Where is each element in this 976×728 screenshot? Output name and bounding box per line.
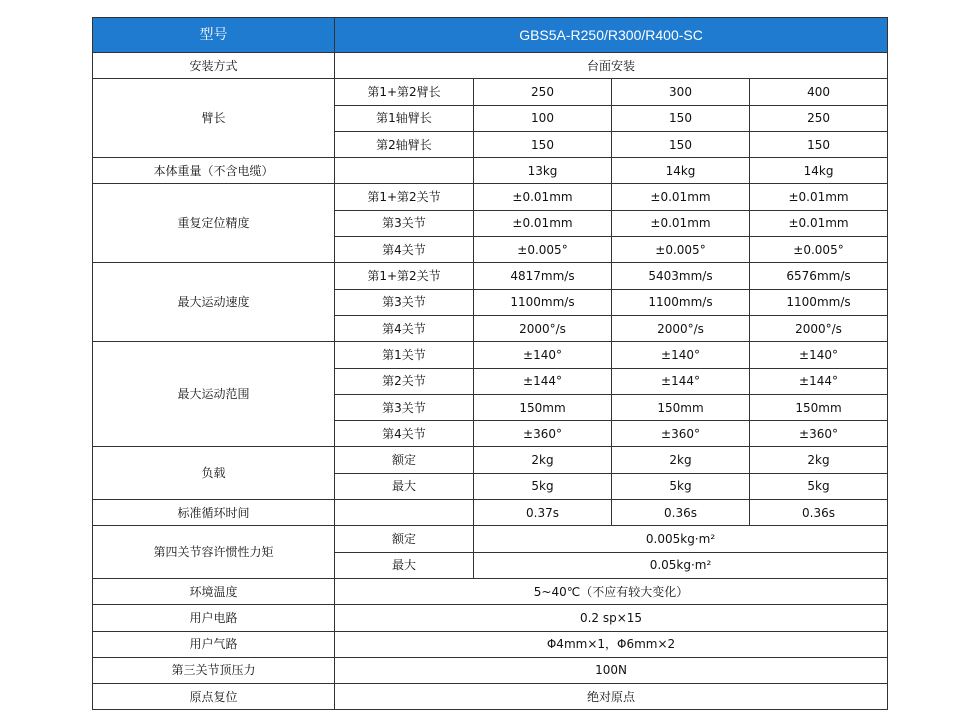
row-label: 用户电路 bbox=[93, 605, 335, 631]
row-label: 本体重量（不含电缆） bbox=[93, 158, 335, 184]
cell-value: 1100mm/s bbox=[750, 289, 888, 315]
sub-label: 额定 bbox=[335, 447, 474, 473]
spec-table bbox=[92, 17, 888, 710]
row-label: 第四关节容许惯性力矩 bbox=[93, 526, 335, 579]
cell-value: 0.37s bbox=[474, 500, 612, 526]
cell-value: 5kg bbox=[750, 473, 888, 499]
sub-label: 第1轴臂长 bbox=[335, 105, 474, 131]
sub-label: 最大 bbox=[335, 473, 474, 499]
empty-cell bbox=[335, 500, 474, 526]
inertia-row bbox=[93, 526, 888, 552]
sub-label: 第2轴臂长 bbox=[335, 131, 474, 157]
cell-value: ±0.01mm bbox=[750, 210, 888, 236]
cell-value: 2000°/s bbox=[612, 315, 750, 341]
cell-value: ±0.01mm bbox=[612, 210, 750, 236]
cell-value: 0.005kg·m² bbox=[474, 526, 888, 552]
cell-value: Φ4mm×1，Φ6mm×2 bbox=[335, 631, 888, 657]
cell-value: 5kg bbox=[474, 473, 612, 499]
cell-value: 150mm bbox=[612, 394, 750, 420]
cell-value: ±360° bbox=[474, 421, 612, 447]
sub-label: 第4关节 bbox=[335, 315, 474, 341]
sub-label: 额定 bbox=[335, 526, 474, 552]
cell-value: 100 bbox=[474, 105, 612, 131]
sub-label: 第4关节 bbox=[335, 421, 474, 447]
sub-label: 第3关节 bbox=[335, 289, 474, 315]
cell-value: 1100mm/s bbox=[612, 289, 750, 315]
empty-cell bbox=[335, 158, 474, 184]
cell-value: 0.36s bbox=[750, 500, 888, 526]
cell-value: 2kg bbox=[750, 447, 888, 473]
cell-value: 150 bbox=[474, 131, 612, 157]
speed-row bbox=[93, 263, 888, 289]
row-label: 第三关节顶压力 bbox=[93, 657, 335, 683]
cell-value: ±0.01mm bbox=[612, 184, 750, 210]
sub-label: 第2关节 bbox=[335, 368, 474, 394]
cell-value: 绝对原点 bbox=[335, 684, 888, 710]
row-label: 臂长 bbox=[93, 79, 335, 158]
cell-value: 250 bbox=[750, 105, 888, 131]
repeat-row bbox=[93, 184, 888, 210]
cell-value: 0.36s bbox=[612, 500, 750, 526]
row-label: 最大运动速度 bbox=[93, 263, 335, 342]
cell-value: 5kg bbox=[612, 473, 750, 499]
sub-label: 第3关节 bbox=[335, 210, 474, 236]
cell-value: 台面安装 bbox=[335, 53, 888, 79]
row-label: 安装方式 bbox=[93, 53, 335, 79]
sub-label: 第3关节 bbox=[335, 394, 474, 420]
row-label: 负载 bbox=[93, 447, 335, 500]
cell-value: 5~40℃（不应有较大变化） bbox=[335, 578, 888, 604]
cell-value: ±0.01mm bbox=[474, 210, 612, 236]
cell-value: 0.05kg·m² bbox=[474, 552, 888, 578]
cell-value: 150 bbox=[750, 131, 888, 157]
cell-value: ±140° bbox=[750, 342, 888, 368]
air-row bbox=[93, 631, 888, 657]
row-label: 原点复位 bbox=[93, 684, 335, 710]
cell-value: ±0.005° bbox=[612, 237, 750, 263]
sub-label: 最大 bbox=[335, 552, 474, 578]
temperature-row bbox=[93, 578, 888, 604]
cell-value: ±140° bbox=[474, 342, 612, 368]
row-label: 最大运动范围 bbox=[93, 342, 335, 447]
cell-value: ±0.01mm bbox=[750, 184, 888, 210]
sub-label: 第1关节 bbox=[335, 342, 474, 368]
cell-value: 2kg bbox=[474, 447, 612, 473]
range-row bbox=[93, 342, 888, 368]
cell-value: ±144° bbox=[750, 368, 888, 394]
cell-value: ±0.005° bbox=[750, 237, 888, 263]
cell-value: 150mm bbox=[474, 394, 612, 420]
cell-value: 400 bbox=[750, 79, 888, 105]
install-row bbox=[93, 53, 888, 79]
cell-value: 0.2 sp×15 bbox=[335, 605, 888, 631]
row-label: 重复定位精度 bbox=[93, 184, 335, 263]
cell-value: 150 bbox=[612, 131, 750, 157]
cell-value: 2kg bbox=[612, 447, 750, 473]
cell-value: 2000°/s bbox=[750, 315, 888, 341]
cell-value: ±0.01mm bbox=[474, 184, 612, 210]
load-row bbox=[93, 447, 888, 473]
cell-value: 13kg bbox=[474, 158, 612, 184]
cell-value: ±360° bbox=[612, 421, 750, 447]
model-label: 型号 bbox=[93, 18, 335, 53]
cell-value: 6576mm/s bbox=[750, 263, 888, 289]
cycle-row bbox=[93, 500, 888, 526]
cell-value: 14kg bbox=[612, 158, 750, 184]
arm-row bbox=[93, 79, 888, 105]
sub-label: 第4关节 bbox=[335, 237, 474, 263]
sub-label: 第1+第2关节 bbox=[335, 184, 474, 210]
cell-value: 100N bbox=[335, 657, 888, 683]
cell-value: ±144° bbox=[474, 368, 612, 394]
cell-value: 5403mm/s bbox=[612, 263, 750, 289]
cell-value: 150mm bbox=[750, 394, 888, 420]
row-label: 标准循环时间 bbox=[93, 500, 335, 526]
cell-value: 300 bbox=[612, 79, 750, 105]
cell-value: 4817mm/s bbox=[474, 263, 612, 289]
weight-row bbox=[93, 158, 888, 184]
row-label: 用户气路 bbox=[93, 631, 335, 657]
electric-row bbox=[93, 605, 888, 631]
cell-value: ±144° bbox=[612, 368, 750, 394]
force-row bbox=[93, 657, 888, 683]
row-label: 环境温度 bbox=[93, 578, 335, 604]
homing-row bbox=[93, 684, 888, 710]
cell-value: ±360° bbox=[750, 421, 888, 447]
cell-value: 1100mm/s bbox=[474, 289, 612, 315]
sub-label: 第1+第2臂长 bbox=[335, 79, 474, 105]
cell-value: 250 bbox=[474, 79, 612, 105]
cell-value: ±0.005° bbox=[474, 237, 612, 263]
cell-value: 2000°/s bbox=[474, 315, 612, 341]
header-row bbox=[93, 18, 888, 53]
cell-value: 14kg bbox=[750, 158, 888, 184]
model-value: GBS5A-R250/R300/R400-SC bbox=[335, 18, 888, 53]
sub-label: 第1+第2关节 bbox=[335, 263, 474, 289]
cell-value: 150 bbox=[612, 105, 750, 131]
cell-value: ±140° bbox=[612, 342, 750, 368]
